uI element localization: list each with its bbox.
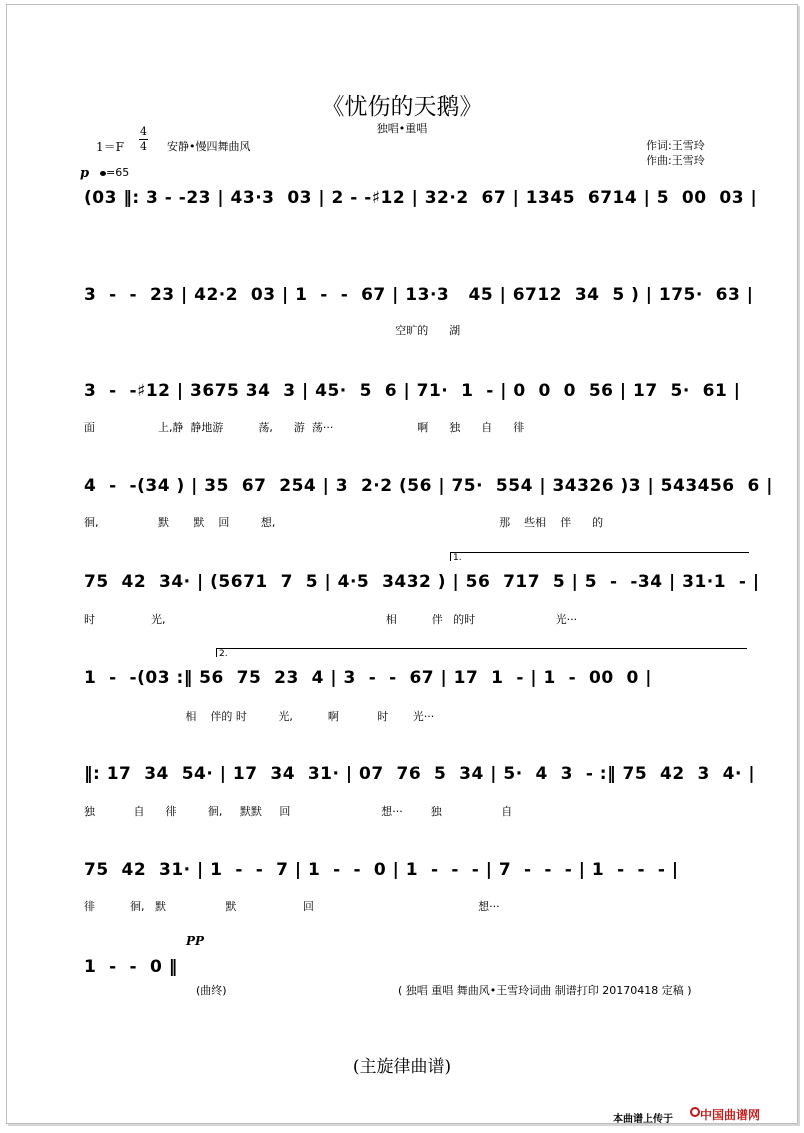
tempo-marking	[100, 166, 129, 179]
notation-line: 1 - -(03 :‖ 56 75 23 4 | 3 - - 67 | 17 1 - | 1 - 00 0 |	[84, 668, 652, 688]
score-row-2	[84, 285, 754, 325]
notation-line: 75 42 31· | 1 - - 7 | 1 - - 0 | 1 - - - | 7 - - - | 1 - - - |	[84, 860, 679, 880]
upload-note: 本曲谱上传于	[613, 1114, 673, 1125]
score-row-6	[84, 668, 750, 708]
notation-line: 3 - - 23 | 42·2 03 | 1 - - 67 | 13·3 45 | 6712 34 5 ) | 175· 63 |	[84, 285, 754, 305]
site-logo-icon	[690, 1107, 700, 1117]
notation-line: 1 - - 0 ‖	[84, 957, 178, 977]
dynamic-marking: p	[80, 166, 90, 181]
score-row-1	[84, 188, 758, 228]
meter-top: 4	[140, 125, 147, 138]
key-signature: 1＝F	[96, 140, 124, 154]
caption: (主旋律曲谱)	[352, 1057, 452, 1077]
style-marking: 安静•慢四舞曲风	[167, 140, 251, 153]
score-row-4	[84, 476, 773, 516]
tempo-value: =65	[106, 166, 130, 179]
notation-line: ‖: 17 34 54· | 17 34 31· | 07 76 5 34 | 5· 4 3 - :‖ 75 42 3 4· |	[84, 764, 756, 784]
lyrics-line-3: 面 上,静 静地游 荡, 游 荡··· 啊 独 自 徘	[84, 421, 525, 434]
dynamic-pp-marking: PP	[186, 934, 205, 948]
notation-line: 3 - -♯12 | 3675 34 3 | 45· 5 6 | 71· 1 - | 0 0 0 56 | 17 5· 61 |	[84, 381, 741, 401]
volta-second-ending: 2.	[216, 648, 747, 657]
notation-line: (03 ‖: 3 - -23 | 43·3 03 | 2 - -♯12 | 32·2 67 | 1345 6714 | 5 00 03 |	[84, 188, 758, 208]
lyrics-line-2: 空旷的 湖	[84, 324, 461, 337]
song-title: 《忧伤的天鹅》	[321, 94, 483, 120]
score-row-8	[84, 860, 750, 900]
site-logo: 中国曲谱网	[700, 1108, 761, 1122]
lyricist-credit: 作词:王雪玲	[646, 139, 705, 152]
volta-first-ending: 1.	[450, 552, 749, 561]
score-remark: ( 独唱 重唱 舞曲风•王雪玲词曲 制谱打印 20170418 定稿 )	[398, 984, 692, 997]
time-signature	[139, 126, 148, 153]
lyrics-line-4: 徊, 默 默 回 想, 那 些相 伴 的	[84, 516, 604, 529]
lyrics-line-8: 徘 徊, 默 默 回 想···	[84, 900, 500, 913]
lyrics-line-6: 相 伴的 时 光, 啊 时 光···	[84, 710, 435, 723]
quarter-note-icon	[100, 171, 106, 176]
end-label: (曲终)	[196, 984, 227, 997]
lyrics-line-7: 独 自 徘 徊, 默默 回 想··· 独 自	[84, 805, 513, 818]
notation-line: 75 42 34· | (5671 7 5 | 4·5 3432 ) | 56 717 5 | 5 - -34 | 31·1 - |	[84, 572, 760, 592]
notation-line: 4 - -(34 ) | 35 67 254 | 3 2·2 (56 | 75· 554 | 34326 )3 | 543456 6 |	[84, 476, 773, 496]
score-row-3	[84, 381, 750, 421]
score-row-5	[84, 572, 760, 612]
performance-type: 独唱•重唱	[376, 122, 428, 135]
meter-bottom: 4	[140, 140, 147, 153]
lyrics-line-5: 时 光, 相 伴 的时 光···	[84, 613, 578, 626]
composer-credit: 作曲:王雪玲	[646, 154, 705, 167]
score-row-7	[84, 764, 756, 804]
